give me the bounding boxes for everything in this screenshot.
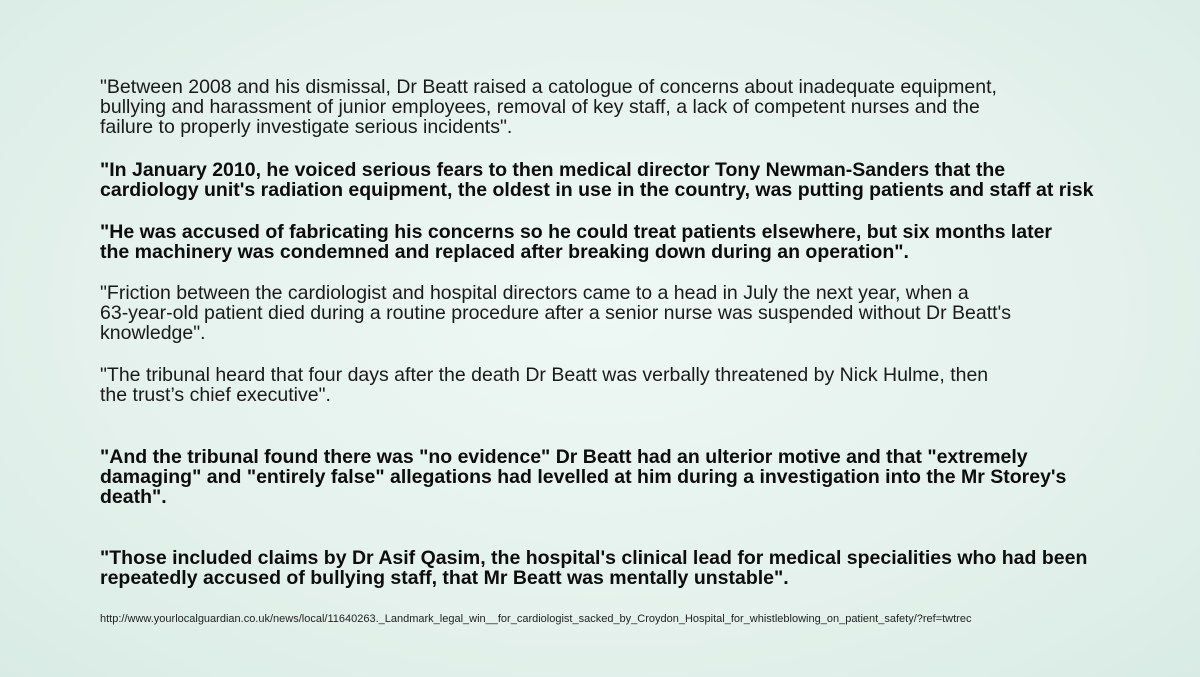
quote-paragraph-5: "The tribunal heard that four days after the death Dr Beatt was verbally threatened by Nick Hulme, then the trust’s chief executive". [100,364,989,406]
quote-paragraph-3: "He was accused of fabricating his concerns so he could treat patients elsewhere, but six months later the machinery was condemned and replaced after breaking down during an operation". [100,221,1053,263]
quote-paragraph-2: "In January 2010, he voiced serious fears to then medical director Tony Newman-Sanders that the cardiology unit's radiation equipment, the oldest in use in the country, was putting patients and staff at risk [100,159,1094,201]
source-url: http://www.yourlocalguardian.co.uk/news/local/11640263._Landmark_legal_win__for_cardiologist_sacked_by_Croydon_Hospital_for_whistleblowing_on_patient_safety/?ref=twtrec [100,613,972,625]
quote-paragraph-4: "Friction between the cardiologist and hospital directors came to a head in July the next year, when a 63-year-old patient died during a routine procedure after a senior nurse was suspended without Dr Beatt's knowledge". [100,282,1012,344]
quote-paragraph-7: "Those included claims by Dr Asif Qasim, the hospital's clinical lead for medical specialities who had been repeatedly accused of bullying staff, that Mr Beatt was mentally unstable". [100,547,1088,589]
quote-paragraph-1: "Between 2008 and his dismissal, Dr Beatt raised a catologue of concerns about inadequate equipment, bullying and harassment of junior employees, removal of key staff, a lack of competent nurses and the failure to properly investigate serious incidents". [100,76,997,138]
quote-paragraph-6: "And the tribunal found there was "no evidence" Dr Beatt had an ulterior motive and that "extremely damaging" and "entirely false" allegations had levelled at him during a investigation into the Mr Storey's death". [100,446,1067,508]
